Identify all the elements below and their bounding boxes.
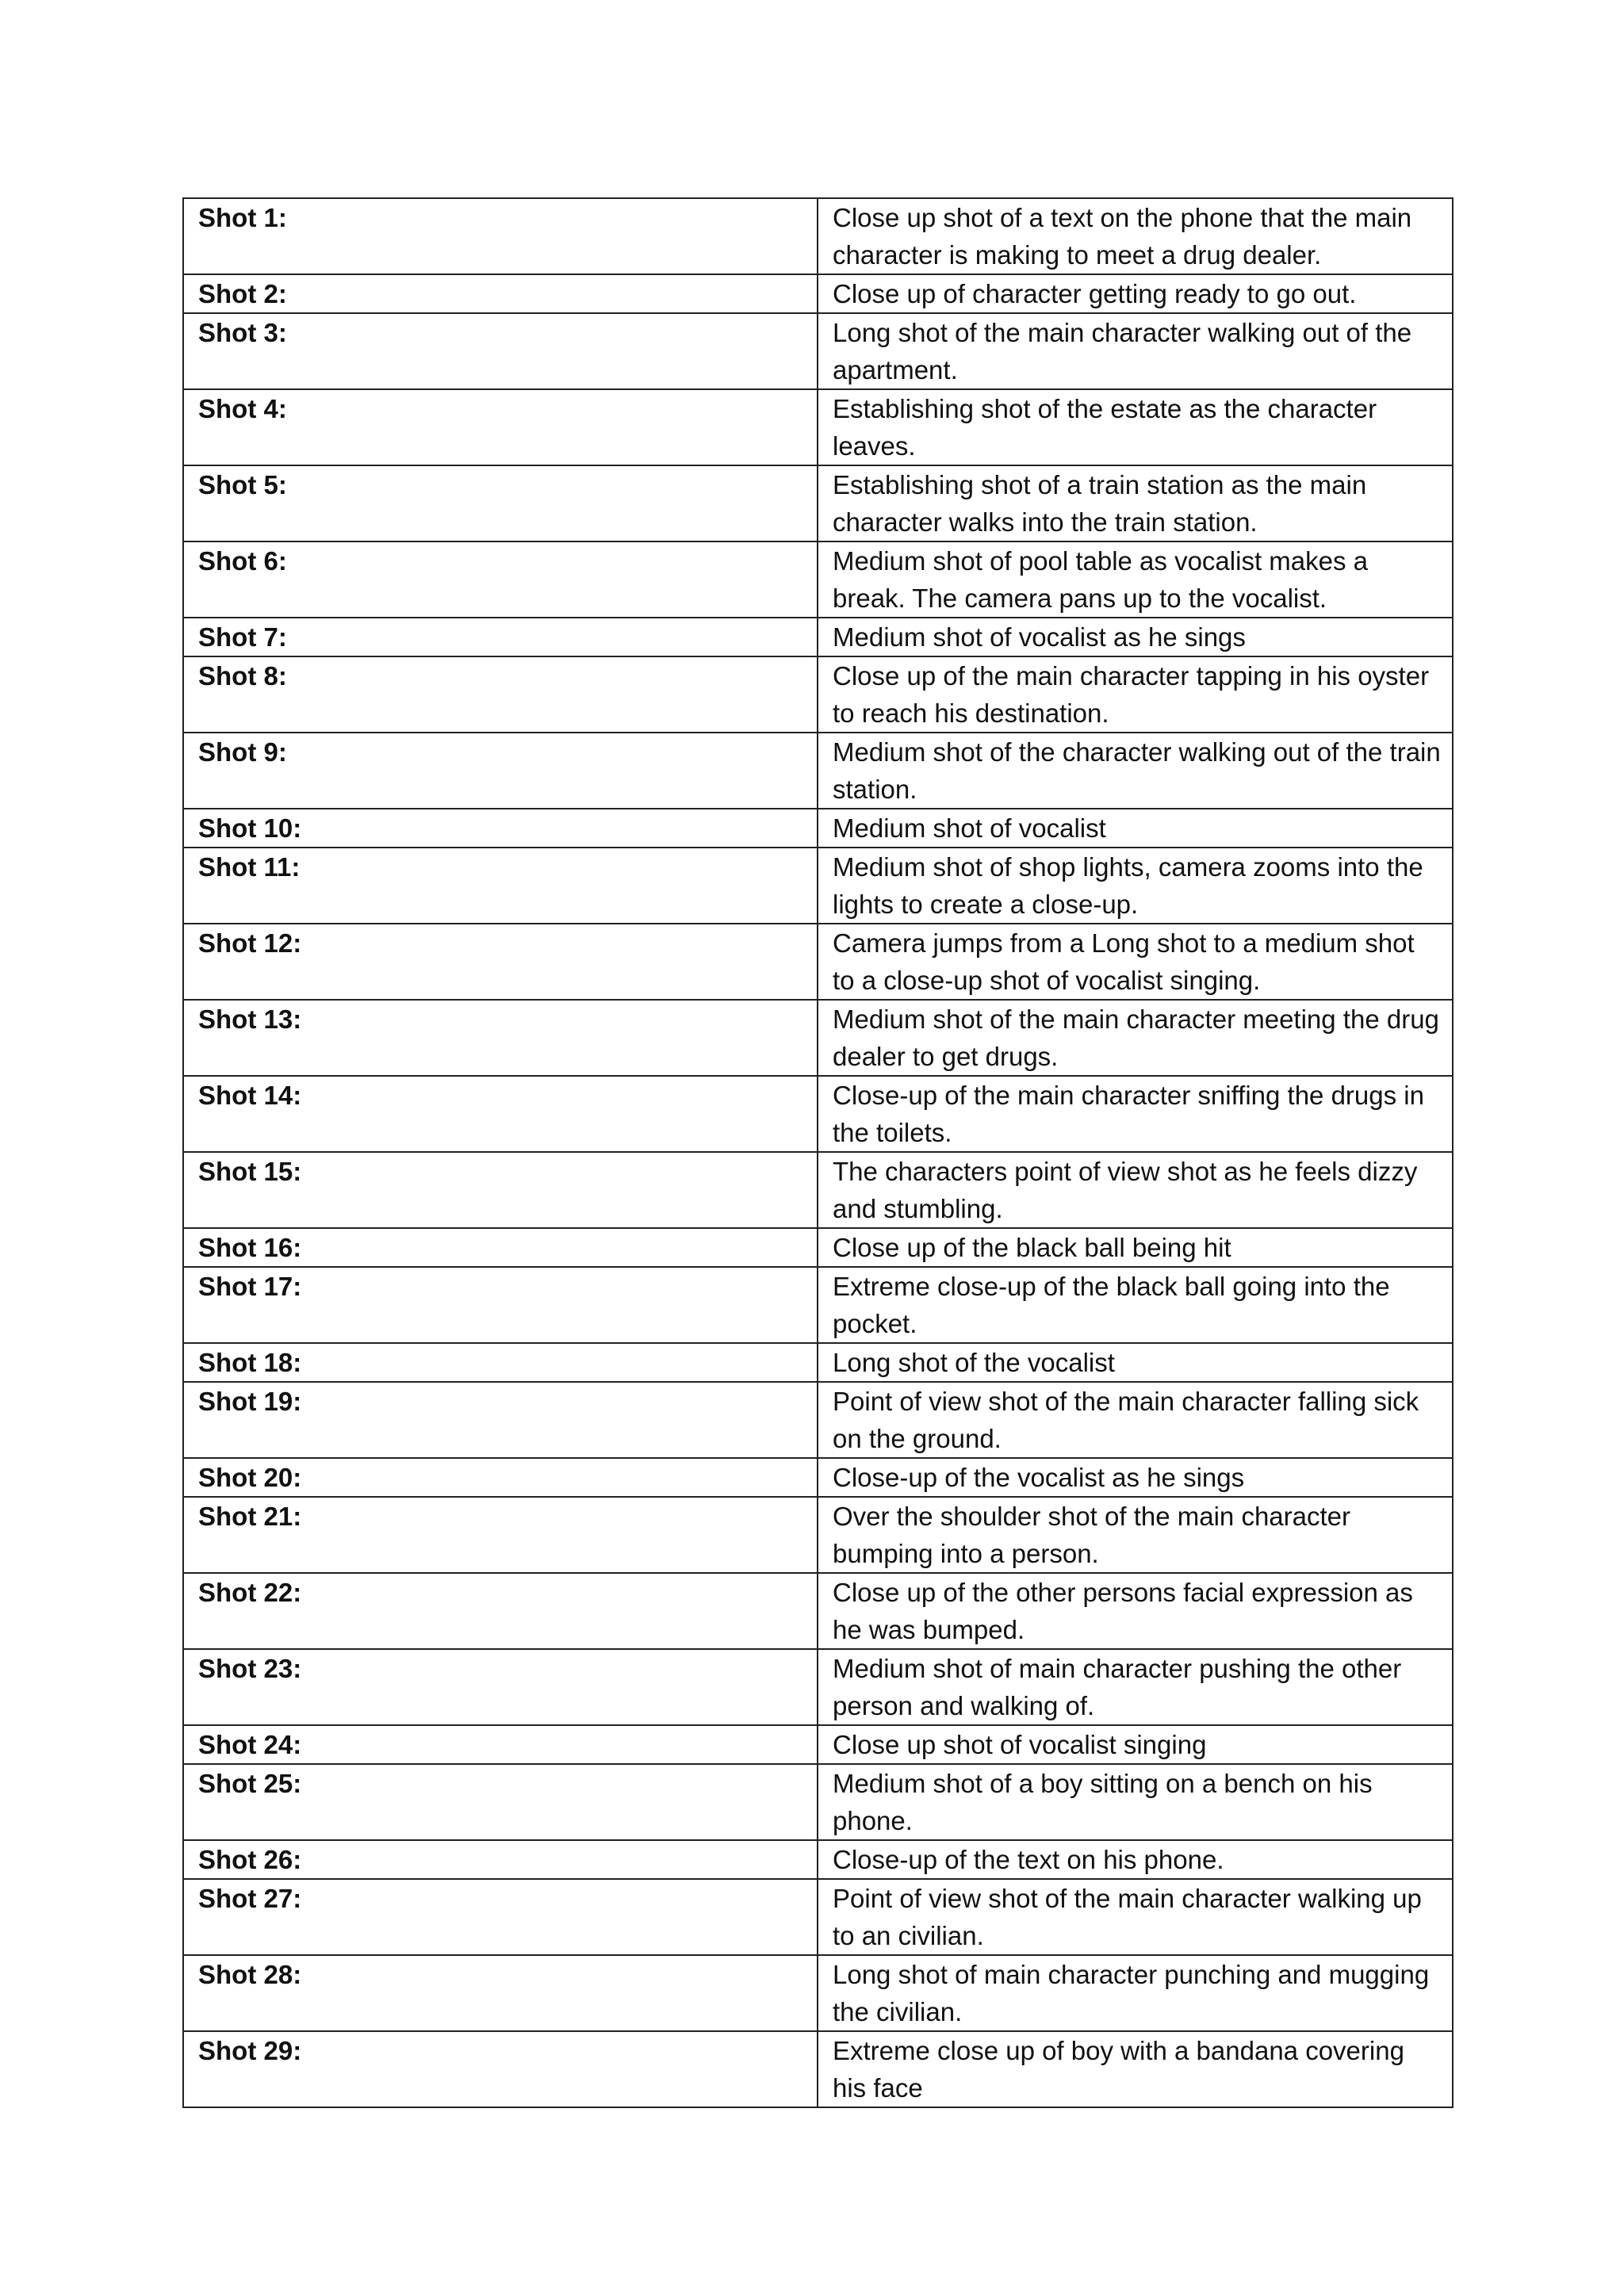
table-row bbox=[183, 1076, 1453, 1152]
shot-description: Close up of character getting ready to go out. bbox=[818, 274, 1453, 313]
shot-description: Medium shot of pool table as vocalist makes a break. The camera pans up to the vocalist. bbox=[818, 541, 1453, 618]
shot-description: Point of view shot of the main character walking up to an civilian. bbox=[818, 1879, 1453, 1955]
shot-label: Shot 27: bbox=[183, 1879, 818, 1955]
table-row bbox=[183, 1955, 1453, 2031]
shot-label: Shot 5: bbox=[183, 465, 818, 541]
table-row bbox=[183, 1228, 1453, 1267]
shot-label: Shot 21: bbox=[183, 1497, 818, 1573]
shot-label: Shot 23: bbox=[183, 1649, 818, 1725]
shot-description: Medium shot of the main character meeting the drug dealer to get drugs. bbox=[818, 1000, 1453, 1076]
shot-description: Close up shot of a text on the phone that the main character is making to meet a drug dealer. bbox=[818, 198, 1453, 274]
table-row bbox=[183, 198, 1453, 274]
table-row bbox=[183, 1000, 1453, 1076]
shot-label: Shot 12: bbox=[183, 924, 818, 1000]
shot-label: Shot 19: bbox=[183, 1382, 818, 1458]
shot-description: Over the shoulder shot of the main character bumping into a person. bbox=[818, 1497, 1453, 1573]
shot-description: Establishing shot of a train station as the main character walks into the train station. bbox=[818, 465, 1453, 541]
shot-description: Close up of the other persons facial expression as he was bumped. bbox=[818, 1573, 1453, 1649]
shot-description: Medium shot of the character walking out of the train station. bbox=[818, 733, 1453, 809]
shot-label: Shot 18: bbox=[183, 1343, 818, 1382]
shot-label: Shot 11: bbox=[183, 848, 818, 924]
shot-description: Long shot of main character punching and mugging the civilian. bbox=[818, 1955, 1453, 2031]
shot-description: Camera jumps from a Long shot to a medium shot to a close-up shot of vocalist singing. bbox=[818, 924, 1453, 1000]
shot-description: Medium shot of main character pushing the other person and walking of. bbox=[818, 1649, 1453, 1725]
table-row bbox=[183, 848, 1453, 924]
table-row bbox=[183, 618, 1453, 656]
shot-description: Medium shot of a boy sitting on a bench on his phone. bbox=[818, 1764, 1453, 1840]
shot-label: Shot 15: bbox=[183, 1152, 818, 1228]
shot-description: Close up shot of vocalist singing bbox=[818, 1725, 1453, 1764]
table-row bbox=[183, 1879, 1453, 1955]
table-row bbox=[183, 1343, 1453, 1382]
table-row bbox=[183, 313, 1453, 389]
shot-description: Medium shot of vocalist as he sings bbox=[818, 618, 1453, 656]
shot-description: Close up of the main character tapping in his oyster to reach his destination. bbox=[818, 656, 1453, 733]
shot-label: Shot 28: bbox=[183, 1955, 818, 2031]
table-row bbox=[183, 733, 1453, 809]
table-row bbox=[183, 1649, 1453, 1725]
shot-description: Extreme close up of boy with a bandana covering his face bbox=[818, 2031, 1453, 2107]
table-row bbox=[183, 541, 1453, 618]
shot-list-body bbox=[183, 198, 1453, 2107]
table-row bbox=[183, 1840, 1453, 1879]
table-row bbox=[183, 1725, 1453, 1764]
table-row bbox=[183, 274, 1453, 313]
shot-description: Extreme close-up of the black ball going into the pocket. bbox=[818, 1267, 1453, 1343]
shot-list-table bbox=[182, 197, 1454, 2108]
table-row bbox=[183, 809, 1453, 848]
table-row bbox=[183, 465, 1453, 541]
shot-description: Medium shot of shop lights, camera zooms into the lights to create a close-up. bbox=[818, 848, 1453, 924]
shot-description: Long shot of the vocalist bbox=[818, 1343, 1453, 1382]
shot-label: Shot 4: bbox=[183, 389, 818, 465]
shot-label: Shot 24: bbox=[183, 1725, 818, 1764]
shot-label: Shot 16: bbox=[183, 1228, 818, 1267]
table-row bbox=[183, 1152, 1453, 1228]
shot-label: Shot 9: bbox=[183, 733, 818, 809]
shot-label: Shot 7: bbox=[183, 618, 818, 656]
shot-description: Medium shot of vocalist bbox=[818, 809, 1453, 848]
shot-label: Shot 25: bbox=[183, 1764, 818, 1840]
shot-label: Shot 17: bbox=[183, 1267, 818, 1343]
shot-description: Long shot of the main character walking out of the apartment. bbox=[818, 313, 1453, 389]
shot-label: Shot 29: bbox=[183, 2031, 818, 2107]
table-row bbox=[183, 1573, 1453, 1649]
shot-label: Shot 3: bbox=[183, 313, 818, 389]
shot-description: Close-up of the main character sniffing the drugs in the toilets. bbox=[818, 1076, 1453, 1152]
table-row bbox=[183, 656, 1453, 733]
shot-description: Close up of the black ball being hit bbox=[818, 1228, 1453, 1267]
table-row bbox=[183, 1458, 1453, 1497]
shot-label: Shot 22: bbox=[183, 1573, 818, 1649]
shot-label: Shot 14: bbox=[183, 1076, 818, 1152]
shot-label: Shot 2: bbox=[183, 274, 818, 313]
shot-description: Close-up of the text on his phone. bbox=[818, 1840, 1453, 1879]
shot-description: The characters point of view shot as he feels dizzy and stumbling. bbox=[818, 1152, 1453, 1228]
shot-label: Shot 13: bbox=[183, 1000, 818, 1076]
table-row bbox=[183, 2031, 1453, 2107]
shot-label: Shot 20: bbox=[183, 1458, 818, 1497]
table-row bbox=[183, 1497, 1453, 1573]
shot-label: Shot 26: bbox=[183, 1840, 818, 1879]
table-row bbox=[183, 1382, 1453, 1458]
table-row bbox=[183, 1764, 1453, 1840]
shot-label: Shot 8: bbox=[183, 656, 818, 733]
shot-label: Shot 10: bbox=[183, 809, 818, 848]
shot-label: Shot 6: bbox=[183, 541, 818, 618]
shot-description: Point of view shot of the main character falling sick on the ground. bbox=[818, 1382, 1453, 1458]
shot-description: Establishing shot of the estate as the character leaves. bbox=[818, 389, 1453, 465]
table-row bbox=[183, 389, 1453, 465]
shot-description: Close-up of the vocalist as he sings bbox=[818, 1458, 1453, 1497]
shot-label: Shot 1: bbox=[183, 198, 818, 274]
table-row bbox=[183, 1267, 1453, 1343]
table-row bbox=[183, 924, 1453, 1000]
